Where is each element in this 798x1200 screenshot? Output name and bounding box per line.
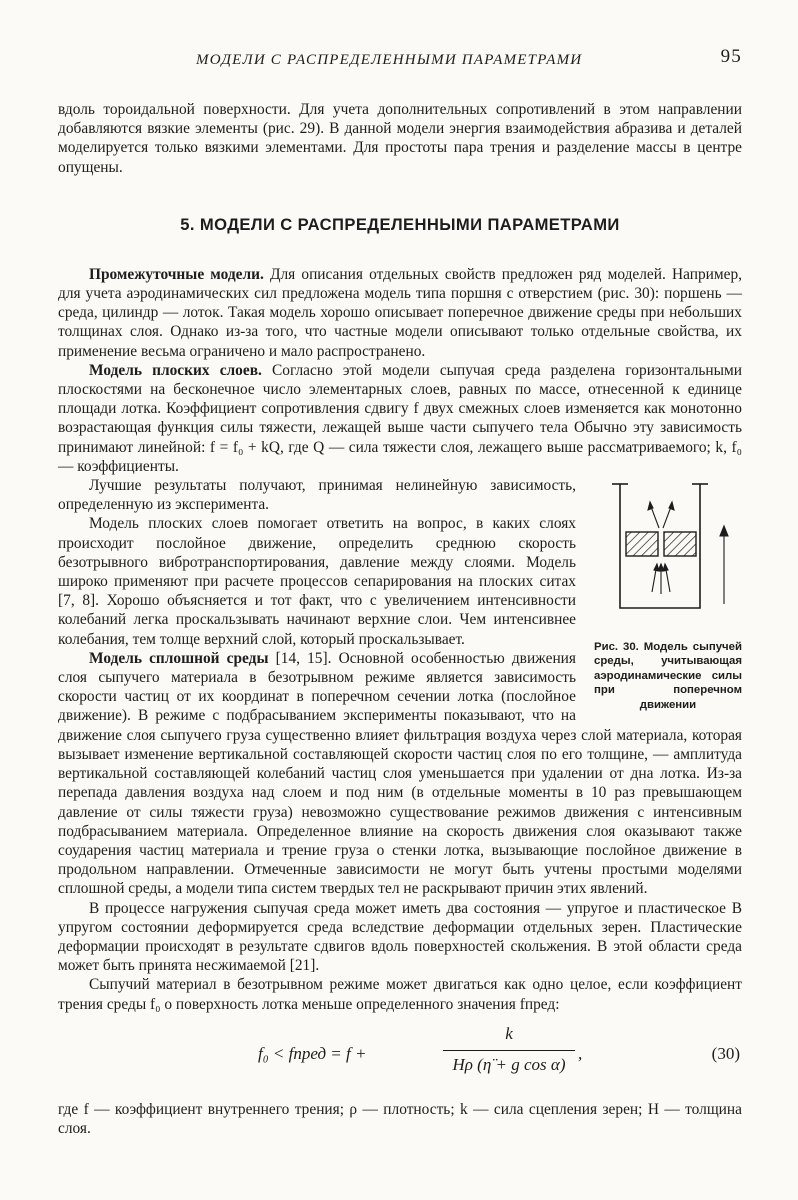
running-header	[58, 44, 742, 74]
paragraph-whole-motion: Сыпучий материал в безотрывном режиме может двигаться как одно целое, если коэффициент трения среды f₀ о поверхность лотка меньше определенного значения fпред:	[58, 976, 742, 1013]
running-title: МОДЕЛИ С РАСПРЕДЕЛЕННЫМИ ПАРАМЕТРАМИ	[196, 52, 583, 68]
fraction-bar	[443, 1050, 575, 1051]
page-number: 95	[720, 46, 742, 67]
equation-numerator: k	[505, 1023, 513, 1043]
equation-denominator: Hρ (η̈ + g cos α)	[452, 1054, 566, 1074]
paragraph-body: Для описания отдельных свойств предложен ряд моделей. Например, для учета аэродинамических сил предложена модель типа поршня с отверстием (рис. 30): поршень — среда, цилиндр — лоток. Такая модель хорошо описывает поперечное движение среды при небольших толщинах слоя. Однако из-за того, что частные модели описывают только отдельные свойства, их применение весьма ограничено и мало распространено.	[58, 265, 743, 360]
paragraph-better-results: Лучшие результаты получают, принимая нелинейную зависимость, определенную из эксперимента.	[58, 477, 576, 514]
figure-30	[594, 480, 742, 712]
paragraph-lead: Модель сплошной среды	[89, 649, 269, 667]
figure-caption: Рис. 30. Модель сыпучей среды, учитывающая аэродинамические силы при поперечном движении	[594, 641, 742, 711]
equation-comma: ,	[578, 1043, 583, 1063]
paragraph-lead: Промежуточные модели.	[89, 265, 264, 283]
paragraph-lead: Модель плоских слоев.	[89, 361, 262, 379]
piston-model-diagram	[598, 480, 738, 630]
paragraph-loading-states: В процессе нагружения сыпучая среда может иметь два состояния — упругое и пластическое В упругом состоянии деформируется среда вследствие деформации отдельных зерен. Пластические деформации происходят в результате сдвигов вдоль поверхностей скольжения. В этой области среда может быть принята несжимаемой [21].	[58, 899, 742, 975]
paragraph-body: [14, 15]. Основной особенностью движения слоя сыпучего материала в безотрывном режиме является зависимость скорости частиц от их координат в поперечном сечении лотка (послойное движение). В режиме с подбрасыванием эксперименты показывают, что на движение слоя сыпучего груза существенно влияет фильтрация воздуха через слой материала, которая вызывает изменение вертикальной составляющей скорости частиц слоя по его толщине, — амплитуда вертикальной составляющей колебаний частиц слоя уменьшается при удалении от дна лотка. Из-за перепада давления воздуха над слоем и под ним (в отдельные моменты в 10 раз превышающем давление от силы тяжести груза) невозможно существование режимов движения с интенсивным подбрасыванием материала. Определенное влияние на скорость движения слоя оказывают также соударения частиц материала и трение груза о стенки лотка, вызывающие послойное движение в продольном направлении. Отмеченные зависимости не могут быть учтены простыми моделями сплошной среды, а модели типа систем твердых тел не раскрывают причин этих явлений.	[58, 649, 742, 898]
equation-lhs: f₀ < fпред = f +	[258, 1043, 367, 1063]
paragraph-continuation: вдоль тороидальной поверхности. Для учета дополнительных сопротивлений в этом направлении добавляются вязкие элементы (рис. 29). В данной модели энергия взаимодействия абразива и деталей моделируется только вязкими элементами. Для простоты пара трения и разделение массы в центре опущены.	[58, 101, 742, 176]
equation-fraction	[443, 1024, 575, 1075]
piston-right	[664, 532, 696, 556]
section-heading: 5. МОДЕЛИ С РАСПРЕДЕЛЕННЫМИ ПАРАМЕТРАМИ	[180, 214, 620, 234]
page	[58, 44, 742, 1138]
paragraph-flat-layers-use: Модель плоских слоев помогает ответить на вопрос, в каких слоях происходит послойное движение, определить среднюю скорость безотрывного вибротранспортирования, давление между слоями. Модель широко применяют при расчете процессов сепарирования на плоских ситах [7, 8]. Хорошо объясняется и тот факт, что с увеличением интенсивности колебаний легка проскальзывать начинают верхние слои. Чем интенсивнее колебания, тем толще верхний слой, который проскальзывает.	[58, 515, 576, 648]
equation-30	[58, 1024, 742, 1094]
equation-number: (30)	[711, 1043, 740, 1063]
paragraph-intermediate-models	[58, 265, 742, 361]
paragraph-flat-layers	[58, 361, 742, 476]
paragraph-notation: где f — коэффициент внутреннего трения; ρ — плотность; k — сила сцепления зерен; H — толщина слоя.	[58, 1100, 742, 1137]
piston-left	[626, 532, 658, 556]
paragraph-body: Согласно этой модели сыпучая среда разделена горизонтальными плоскостями на бесконечное число элементарных слоев, равных по массе, отнесенной к единице площади лотка. Коэффициент сопротивления сдвигу f двух смежных слоев изменяется как монотонно возрастающая функция силы тяжести, лежащей выше части сыпучего тела Обычно эту зависимость принимают линейной: f = f₀ + kQ, где Q — сила тяжести слоя, лежащего выше рассматриваемого; k, f₀ — коэффициенты.	[58, 361, 742, 475]
